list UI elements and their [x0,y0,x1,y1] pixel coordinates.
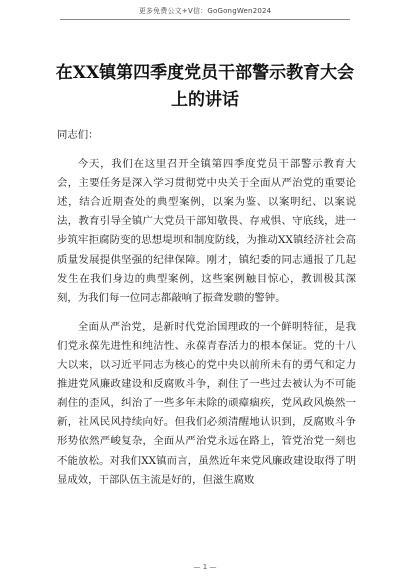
title-line-1: 在XX镇第四季度党员干部警示教育大会 [55,63,355,83]
document-body [57,126,356,500]
document-title [40,60,370,114]
header-notice: 更多免费公文+V信：GoGongWen2024 [138,7,272,15]
title-line-2: 上的讲话 [171,90,239,110]
paragraph-2: 全面从严治党，是新时代党治国理政的一个鲜明特征，是我们党永葆先进性和纯洁性、永葆青春活力的根本保证。党的十八大以来，以习近平同志为核心的党中央以前所未有的勇气和定力推进党风廉政建设和反腐败斗争，刹住了一些过去被认为不可能刹住的歪风，纠治了一些多年未除的顽瘴痼疾，党风政风焕然一新，社风民风持续向好。但我们必须清醒地认识到，反腐败斗争形势依然严峻复杂，全面从严治党永远在路上，管党治党一刻也不能放松。对我们XX镇而言，虽然近年来党风廉政建设取得了明显成效，干部队伍主流是好的，但滋生腐败 [57,320,356,486]
salutation: 同志们： [57,129,99,141]
paragraph-1: 今天，我们在这里召开全镇第四季度党员干部警示教育大会，主要任务是深入学习贯彻党中央关于全面从严治党的重要论述，结合近期查处的典型案例，以案为鉴、以案明纪、以案说法，教育引导全镇广大党员干部知敬畏、存戒惧、守底线，进一步筑牢拒腐防变的思想堤坝和制度防线，为推动XX镇经济社会高质量发展提供坚强的纪律保障。刚才，镇纪委的同志通报了几起发生在我们身边的典型案例，这些案例触目惊心，教训极其深刻，为我们每一位同志都敲响了振聋发聩的警钟。 [57,158,356,304]
page-number: — 1 — [193,563,217,571]
header-divider [60,19,350,20]
